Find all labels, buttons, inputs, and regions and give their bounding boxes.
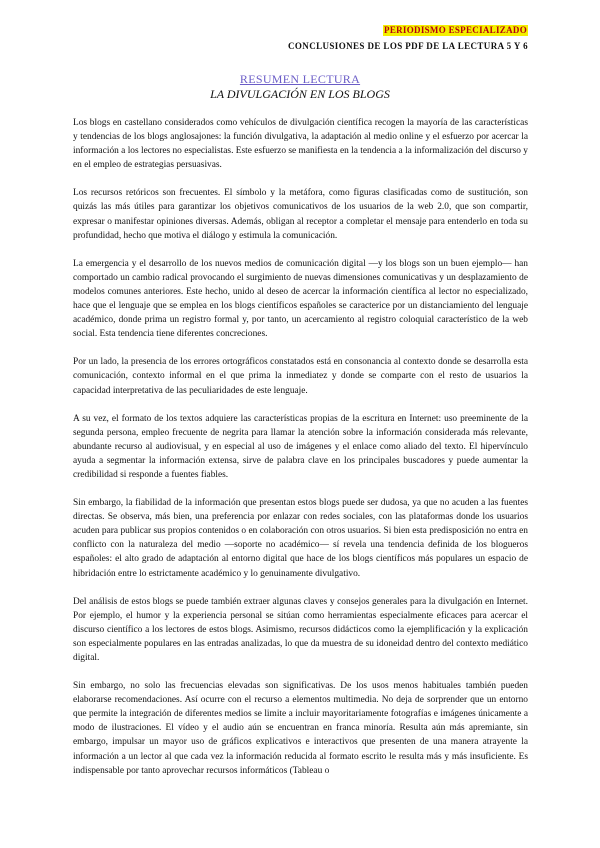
page-header	[288, 20, 528, 52]
paragraph: Sin embargo, no solo las frecuencias elevadas son significativas. De los usos menos habituales también pueden elaborarse recomendaciones. Así ocurre con el recurso a elementos multimedia. No deja de sorprender que un entorno que permite la integración de diferentes medios se limite a incluir mayoritariamente fotografías e imágenes únicamente a modo de ilustraciones. El vídeo y el audio aún se encuentran en franca minoría. Resulta aún más apremiante, sin embargo, impulsar un mayor uso de gráficos explicativos e interactivos que presenten de una manera atrayente la información a un lector al que cada vez la información reducida al formato escrito le resulta más y más insuficiente. Es indispensable por tanto aprovechar recursos informáticos (Tableau o	[73, 681, 528, 776]
paragraph: Sin embargo, la fiabilidad de la información que presentan estos blogs puede ser dudosa, ya que no acuden a las fuentes directas. Se observa, más bien, una preferencia por enlazar con redes sociales, con las plataformas donde los usuarios acuden para publicar sus propios contenidos o en colaboración con otros usuarios. Si bien esta predisposición no entra en conflicto con la naturaleza del medio —soporte no académico— sí revela una tendencia definida de los blogueros españoles: el alto grado de adaptación al entorno digital que hace de los blogs científicos más populares un espacio de hibridación entre lo estrictamente académico y lo genuinamente divulgativo.	[73, 498, 528, 579]
paragraph: Del análisis de estos blogs se puede también extraer algunas claves y consejos generales para la divulgación en Internet. Por ejemplo, el humor y la experiencia personal se sitúan como herramientas especialmente eficaces para acercar el discurso científico a los lectores de estos blogs. Asimismo, recursos didácticos como la ejemplificación y la explicación son especialmente populares en las entradas analizadas, lo que da muestra de su idoneidad dentro del contexto mediático digital.	[73, 596, 528, 663]
document-topic: LA DIVULGACIÓN EN LOS BLOGS	[210, 87, 390, 101]
title-block	[0, 72, 600, 101]
paragraph: Los recursos retóricos son frecuentes. El símbolo y la metáfora, como figuras clasificadas como de sustitución, son quizás las más útiles para garantizar los objetivos comunicativos de los usuarios de la web 2.0, que son compartir, expresar o manifestar opiniones diversas. Además, obligan al receptor a completar el mensaje para entenderlo en toda su profundidad, hecho que motiva el diálogo y estimula la comunicación.	[73, 188, 528, 241]
paragraph: Los blogs en castellano considerados como vehículos de divulgación científica recogen la mayoría de las características y tendencias de los blogs anglosajones: la función divulgativa, la adaptación al medio online y el esfuerzo por acercar la información a los lectores no especialistas. Este esfuerzo se manifiesta en la tendencia a la informalización del discurso y en el empleo de estrategias persuasivas.	[73, 118, 528, 171]
header-subtitle: CONCLUSIONES DE LOS PDF DE LA LECTURA 5 Y 6	[288, 41, 528, 51]
body-text	[73, 116, 528, 792]
course-label: PERIODISMO ESPECIALIZADO	[384, 25, 527, 35]
document-title: RESUMEN LECTURA	[239, 72, 361, 86]
paragraph: A su vez, el formato de los textos adquiere las características propias de la escritura en Internet: uso preeminente de la segunda persona, empleo frecuente de negrita para llamar la atención sobre la información considerada más relevante, abundante recurso al audiovisual, y en especial al uso de imágenes y el enlace como aliado del texto. El hipervínculo ayuda a segmentar la información extensa, sirve de palabra clave en los principales buscadores y puede aumentar la credibilidad si responde a fuentes fiables.	[73, 413, 528, 480]
paragraph: Por un lado, la presencia de los errores ortográficos constatados está en consonancia al contexto donde se desarrolla esta comunicación, contexto informal en el que prima la inmediatez y donde se comparte con el resto de usuarios la capacidad interpretativa de las peculiaridades de este lenguaje.	[73, 357, 528, 396]
paragraph: La emergencia y el desarrollo de los nuevos medios de comunicación digital —y los blogs son un buen ejemplo— han comportado un cambio radical provocando el surgimiento de nuevas dimensiones comunicativas y un desplazamiento de modelos comunes anteriores. Este hecho, unido al deseo de acercar la información científica al lector no especializado, hace que el lenguaje que se emplea en los blogs científicos españoles se caracterice por un distanciamiento del lenguaje académico, donde prima un registro formal y, por tanto, un acercamiento al registro coloquial característico de la web social. Esta tendencia tiene diferentes concreciones.	[73, 258, 528, 340]
